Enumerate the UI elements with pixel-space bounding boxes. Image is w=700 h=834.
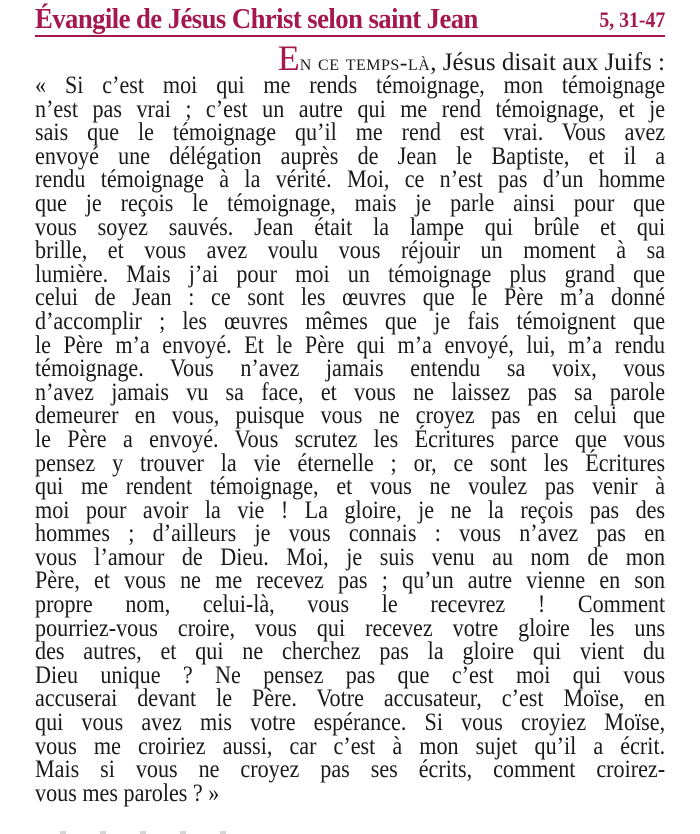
text-line: vous me croiriez aussi, car c’est à mon sujet qu’il a écrit.: [35, 732, 666, 760]
text-line: qui me rendent témoignage, et vous ne voulez pas venir à: [35, 473, 666, 501]
reading-intro: [35, 38, 665, 78]
text-line: vous l’amour de Dieu. Moi, je suis venu au nom de mon: [35, 543, 666, 571]
text-line: « Si c’est moi qui me rends témoignage, mon témoignage: [35, 72, 666, 99]
text-line: que je reçois le témoignage, mais je parle ainsi pour que: [35, 189, 666, 217]
text-line: vous mes paroles ? »: [35, 779, 220, 807]
text-line: propre nom, celui-là, vous le recevrez ! Comment: [35, 591, 666, 619]
text-line: le Père m’a envoyé. Et le Père qui m’a envoyé, lui, m’a rendu: [35, 331, 666, 359]
text-line: envoyé une délégation auprès de Jean le Baptiste, et il a: [35, 142, 666, 170]
cut-off-next-line: [60, 826, 280, 834]
text-line: sais que le témoignage qu’il me rend est vrai. Vous avez: [35, 119, 666, 147]
text-line: vous soyez sauvés. Jean était la lampe qui brûle et qui: [35, 213, 666, 241]
text-line: des autres, et qui ne cherchez pas la gloire qui vient du: [35, 638, 666, 666]
text-line: Dieu unique ? Ne pensez pas que c’est moi qui vous: [35, 661, 666, 689]
intro-rest: , Jésus disait aux Juifs :: [430, 49, 665, 76]
text-line: Père, et vous ne me recevez pas ; qu’un autre vienne en son: [35, 567, 666, 595]
text-line: témoignage. Vous n’avez jamais entendu sa voix, vous: [35, 355, 666, 383]
text-line: qui vous avez mis votre espérance. Si vous croyiez Moïse,: [35, 709, 666, 737]
text-line: moi pour avoir la vie ! La gloire, je ne la reçois pas des: [35, 496, 666, 524]
text-line: accuserai devant le Père. Votre accusateur, c’est Moïse, en: [35, 685, 666, 713]
reading-header: [35, 3, 665, 37]
reading-body: [35, 38, 666, 807]
text-line: hommes ; d’ailleurs je vous connais : vous n’avez pas en: [35, 520, 666, 548]
text-line: n’avez jamais vu sa face, et vous ne laissez pas sa parole: [35, 378, 666, 406]
text-line: n’est pas vrai ; c’est un autre qui me rend témoignage, et je: [35, 95, 666, 123]
drop-cap: E: [277, 38, 300, 78]
text-line: le Père a envoyé. Vous scrutez les Écritures parce que vous: [35, 425, 666, 453]
reading-text: [35, 74, 665, 805]
text-line: rendu témoignage à la vérité. Moi, ce n’est pas d’un homme: [35, 166, 666, 194]
reading-title: Évangile de Jésus Christ selon saint Jean: [35, 3, 478, 35]
text-line: demeurer en vous, puisque vous ne croyez pas en celui que: [35, 402, 666, 430]
intro-smallcaps: n ce temps-là: [299, 50, 431, 75]
text-line: pourriez-vous croire, vous qui recevez votre gloire les uns: [35, 614, 666, 642]
text-line: d’accomplir ; les œuvres mêmes que je fais témoignent que: [35, 307, 666, 335]
verse-reference: 5, 31-47: [599, 7, 665, 32]
text-line: celui de Jean : ce sont les œuvres que le Père m’a donné: [35, 284, 666, 312]
text-line: brille, et vous avez voulu vous réjouir un moment à sa: [35, 237, 666, 265]
text-line: lumière. Mais j’ai pour moi un témoignage plus grand que: [35, 260, 666, 288]
gospel-reading-page: [35, 0, 665, 834]
text-line: Mais si vous ne croyez pas ses écrits, comment croirez-: [35, 756, 666, 784]
text-line: pensez y trouver la vie éternelle ; or, ce sont les Écritures: [35, 449, 666, 477]
